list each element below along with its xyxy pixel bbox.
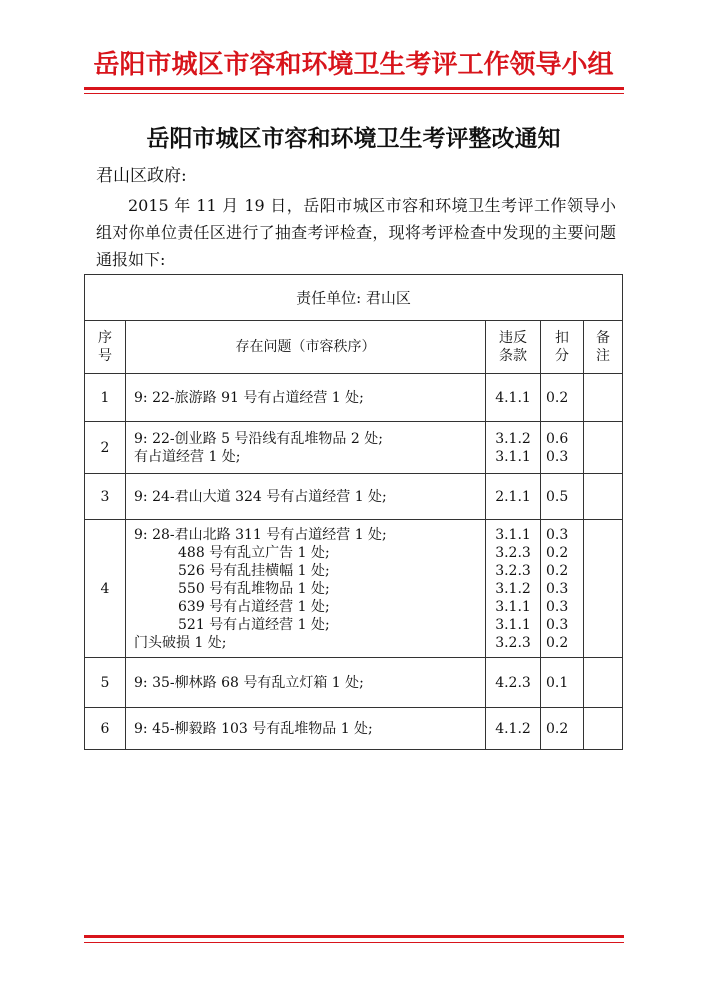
header-note: 备 注	[584, 321, 623, 374]
table-row	[85, 422, 623, 474]
row-scores: 0.2	[541, 374, 584, 422]
inspection-table	[84, 274, 623, 750]
table-row	[85, 520, 623, 658]
table-row	[85, 474, 623, 520]
row-note	[584, 658, 623, 708]
header-score: 扣 分	[541, 321, 584, 374]
row-codes: 4.2.3	[486, 658, 541, 708]
row-issues: 9: 22-创业路 5 号沿线有乱堆物品 2 处; 有占道经营 1 处;	[126, 422, 486, 474]
row-scores: 0.2	[541, 708, 584, 750]
row-seq: 5	[85, 658, 126, 708]
row-seq: 6	[85, 708, 126, 750]
header-rule-thin	[84, 93, 624, 94]
row-issues: 9: 28-君山北路 311 号有占道经营 1 处; 488 号有乱立广告 1 处; 526 号有乱挂横幅 1 处; 550 号有乱堆物品 1 处; 639 号有占道经营 1 处; 521 号有占道经营 1 处; 门头破损 1 处;	[126, 520, 486, 658]
row-note	[584, 474, 623, 520]
row-seq: 3	[85, 474, 126, 520]
row-codes: 3.1.2 3.1.1	[486, 422, 541, 474]
row-scores: 0.6 0.3	[541, 422, 584, 474]
responsible-unit: 责任单位: 君山区	[85, 275, 623, 321]
header-issue: 存在问题（市容秩序）	[126, 321, 486, 374]
notice-title: 岳阳市城区市容和环境卫生考评整改通知	[146, 125, 561, 152]
row-note	[584, 708, 623, 750]
row-codes: 2.1.1	[486, 474, 541, 520]
row-scores: 0.3 0.2 0.2 0.3 0.3 0.3 0.2	[541, 520, 584, 658]
row-note	[584, 374, 623, 422]
row-issues: 9: 45-柳毅路 103 号有乱堆物品 1 处;	[126, 708, 486, 750]
table-row	[85, 374, 623, 422]
row-issues: 9: 35-柳林路 68 号有乱立灯箱 1 处;	[126, 658, 486, 708]
row-issues: 9: 24-君山大道 324 号有占道经营 1 处;	[126, 474, 486, 520]
header-code: 违反 条款	[486, 321, 541, 374]
table-row	[85, 658, 623, 708]
table-header-row	[85, 321, 623, 374]
org-header-title: 岳阳市城区市容和环境卫生考评工作领导小组	[93, 50, 614, 80]
header-rule-thick	[84, 87, 624, 90]
row-codes: 3.1.1 3.2.3 3.2.3 3.1.2 3.1.1 3.1.1 3.2.3	[486, 520, 541, 658]
footer-rule-thick	[84, 935, 624, 938]
notice-body: 2015 年 11 月 19 日，岳阳市城区市容和环境卫生考评工作领导小组对你单位责任区进行了抽查考评检查，现将考评检查中发现的主要问题通报如下:	[96, 196, 616, 269]
footer-rule-thin	[84, 942, 624, 943]
row-scores: 0.1	[541, 658, 584, 708]
row-issues: 9: 22-旅游路 91 号有占道经营 1 处;	[126, 374, 486, 422]
row-codes: 4.1.1	[486, 374, 541, 422]
row-note	[584, 520, 623, 658]
row-scores: 0.5	[541, 474, 584, 520]
row-codes: 4.1.2	[486, 708, 541, 750]
row-seq: 2	[85, 422, 126, 474]
addressee: 君山区政府:	[96, 166, 187, 186]
row-seq: 1	[85, 374, 126, 422]
table-row	[85, 708, 623, 750]
header-seq: 序 号	[85, 321, 126, 374]
row-note	[584, 422, 623, 474]
row-seq: 4	[85, 520, 126, 658]
